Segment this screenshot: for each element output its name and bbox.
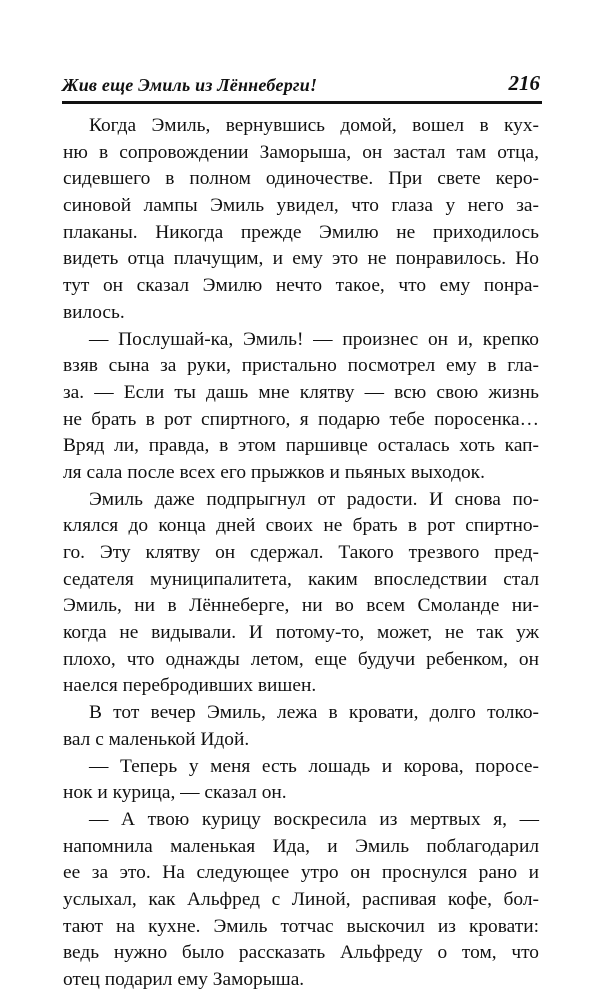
page-header <box>62 70 542 104</box>
text-line: ведь нужно было рассказать Альфреду о том, что <box>63 942 539 964</box>
text-line: ля сала после всех его прыжков и пьяных выходок. <box>63 461 485 483</box>
text-line: ню в сопровождении Заморыша, он застал там отца, <box>63 141 539 163</box>
text-line: взяв сына за руки, пристально посмотрел ему в гла- <box>63 355 539 377</box>
text-line: вал с маленькой Идой. <box>63 728 250 750</box>
text-line: — А твою курицу воскресила из мертвых я, — <box>89 808 539 830</box>
text-line: за. — Если ты дашь мне клятву — всю свою жизнь <box>63 381 539 403</box>
text-line: наелся перебродивших вишен. <box>63 675 317 697</box>
text-line: В тот вечер Эмиль, лежа в кровати, долго толко- <box>89 702 539 724</box>
text-line: Вряд ли, правда, в этом паршивце осталась хоть кап- <box>63 435 539 457</box>
body-text <box>63 113 539 994</box>
text-line: сидевшего в полном одиночестве. При свете керо- <box>63 168 539 190</box>
page-number: 216 <box>508 71 540 95</box>
text-line: видеть отца плачущим, и ему это не понравилось. Но <box>63 248 539 270</box>
text-line: клялся до конца дней своих не брать в рот спиртно- <box>63 515 539 537</box>
text-line: седателя муниципалитета, каким впоследствии стал <box>63 568 539 590</box>
text-line: Эмиль даже подпрыгнул от радости. И снова по- <box>89 488 539 510</box>
text-line: когда не видывали. И потому-то, может, не так уж <box>63 622 539 644</box>
text-line: Эмиль, ни в Лённеберге, ни во всем Смоланде ни- <box>63 595 539 617</box>
text-line: напомнила маленькая Ида, и Эмиль поблагодарил <box>63 835 539 857</box>
text-line: услыхал, как Альфред с Линой, распивая кофе, бол- <box>63 888 539 910</box>
running-title: Жив еще Эмиль из Лённеберги! <box>62 75 318 95</box>
text-line: тут он сказал Эмилю нечто такое, что ему понра- <box>63 275 539 297</box>
text-line: го. Эту клятву он сдержал. Такого трезвого пред- <box>63 542 539 563</box>
text-line: Когда Эмиль, вернувшись домой, вошел в кух- <box>89 115 539 136</box>
text-line: отец подарил ему Заморыша. <box>63 969 305 990</box>
text-line: тают на кухне. Эмиль тотчас выскочил из кровати: <box>63 915 539 937</box>
text-line: ее за это. На следующее утро он проснулся рано и <box>63 862 539 884</box>
text-line: — Теперь у меня есть лошадь и корова, поросе- <box>89 755 539 777</box>
text-line: синовой лампы Эмиль увидел, что глаза у него за- <box>63 195 539 217</box>
header-rule <box>62 101 542 104</box>
text-line: вилось. <box>63 301 125 323</box>
text-line: нок и курица, — сказал он. <box>63 782 287 804</box>
text-line: плаканы. Никогда прежде Эмилю не приходилось <box>63 221 539 243</box>
text-line: — Послушай-ка, Эмиль! — произнес он и, крепко <box>89 328 539 350</box>
text-line: плохо, что однажды летом, еще будучи ребенком, он <box>63 648 539 670</box>
text-line: не брать в рот спиртного, я подарю тебе поросенка… <box>63 408 539 430</box>
